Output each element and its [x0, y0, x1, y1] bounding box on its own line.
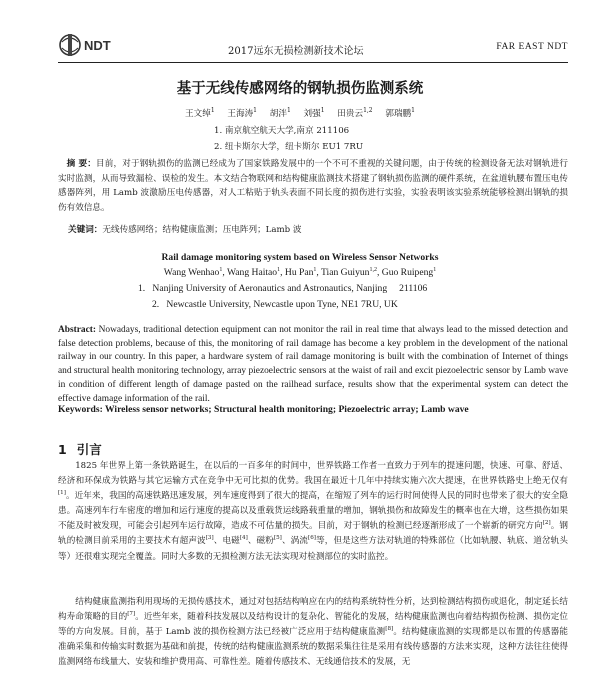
citation: [5] — [273, 535, 282, 542]
conference-brand: FAR EAST NDT — [496, 42, 568, 52]
section-title: 引言 — [76, 442, 102, 457]
abstract-en — [58, 324, 568, 406]
abstract-cn — [58, 157, 568, 216]
citation: [6] — [308, 535, 316, 542]
author-cn: 田贵云$^{1,2}$ — [337, 107, 373, 119]
citation: [7] — [127, 611, 136, 618]
keywords-cn-label: 关键词： — [68, 225, 103, 235]
author-en: Wang Wenhao$^1$, — [163, 266, 227, 278]
keywords-en-text: Wireless sensor networks; Structural health monitoring; Piezoelectric array; Lamb wave — [105, 404, 469, 415]
citation: [3] — [205, 535, 214, 542]
keywords-en-label: Keywords: — [58, 404, 103, 415]
section-heading — [58, 440, 102, 458]
abstract-cn-label: 摘 要： — [66, 159, 96, 169]
authors-cn — [0, 107, 600, 119]
abstract-cn-text: 目前，对于钢轨损伤的监测已经成为了国家铁路发展中的一个不可不重视的关键问题，由于传统的检测设备无法对钢轨进行实时监测，从而导致漏检、误检的发生。本文结合物联网和结构健康监测技术搭建了钢轨损伤监测的硬件系统，在盆道轨腰布置压电传感器阵列，用 Lamb 波激励压电传感器，对人工粘贴于轨头表面不同长度的损伤进行实验，实验表明该实验系统能够检测出钢轨的损伤有效信息。 — [58, 159, 568, 214]
citation: [4] — [239, 535, 248, 542]
author-cn: 胡泮$^1$ — [269, 107, 291, 119]
citation: [2] — [542, 520, 551, 527]
author-en: Guo Ruipeng$^1$ — [381, 266, 437, 278]
affiliation-cn-1: 1. 南京航空航天大学,南京 211106 — [214, 126, 350, 136]
conference-name: 2017远东无损检测新技术论坛 — [228, 46, 364, 57]
section-number: 1 — [58, 442, 67, 457]
paper-title-cn: 基于无线传感网络的钢轨损伤监测系统 — [176, 81, 424, 97]
author-cn: 王海涛$^1$ — [227, 107, 257, 119]
far-east-ndt-logo — [58, 30, 138, 60]
keywords-en — [58, 404, 578, 415]
keywords-cn — [68, 223, 301, 235]
citation: [8] — [385, 626, 394, 633]
page-header — [58, 30, 568, 66]
author-cn: 郭瑞鹏$^1$ — [385, 107, 415, 119]
paper-title-en: Rail damage monitoring system based on Wireless Sensor Networks — [161, 252, 439, 263]
author-en: Tian Guiyun$^{1,2}$, — [321, 266, 382, 278]
intro-paragraph-2: 结构健康监测指利用现场的无损传感技术，通过对包括结构响应在内的结构系统特性分析，达到检测结构损伤或退化，制定延长结构寿命策略的目的[7]。近些年来，随着科技发展以及结构设计的复杂化、智能化的发展，结构健康监测也向着结构损伤检测、损伤定位等的方向发展。目前，基于 Lamb 波的损伤检测方法已经被广泛应用于结构健康监测[8]。结构健康监测的实现都是以布置的传感器能准确采集和传输实时数据为基础和前提，传统的结构健康监测系统的数据采集往往是采用有线传感器的方法来实现，这种方法往往使得监测网络布线量大、安装和维护费用高、可靠性差。随着传感技术、无线通信技术的发展，无 — [58, 597, 568, 668]
header-divider — [58, 62, 568, 63]
author-cn: 刘强$^1$ — [303, 107, 325, 119]
keywords-cn-text: 无线传感网络；结构健康监测；压电阵列；Lamb 波 — [102, 225, 302, 235]
affiliation-cn-2: 2. 纽卡斯尔大学，纽卡斯尔 EU1 7RU — [214, 142, 364, 152]
logo-text: NDT — [84, 38, 111, 53]
abstract-en-label: Abstract: — [58, 325, 97, 335]
author-en: Hu Pan$^1$, — [284, 266, 322, 278]
author-cn: 王文绰$^1$ — [185, 107, 215, 119]
intro-paragraph-1: 1825 年世界上第一条铁路诞生，在以后的一百多年的时间中，世界铁路工作者一直致力于列车的提速问题，快速、可靠、舒适、经济和环保成为铁路与其它运输方式在竞争中无可比拟的优势。我国在最近十几年中持续实施六次大提速，在世界铁路史上绝无仅有[1]。近年来，我国的高速铁路迅速发展，列车速度得到了很大的提高，在缩短了列车的运行时间使得人民的同时也带来了很大的安全隐患。高速列车行车密度的增加和运行速度的提高以及重载货运线路载重量的增加，钢轨损伤和故障发生的概率也在大增，这些损伤如果不能及时被发现，可能会引起列车运行故障，造成不可估量的损失。目前，对于钢轨的检测已经逐渐形成了一个崭新的研究方向[2]。钢轨的检测目前采用的主要技术有超声波[3]、电磁[4]、磁粉[5]、涡流[6]等，但是这些方法对轨道的特殊部位（比如轨腰、轨底、道岔轨头等）还很难实现完全覆盖。同时大多数的无损检测方法无法实现对检测部位的实时监控。 — [58, 461, 568, 562]
citation: [1] — [58, 490, 66, 497]
authors-en — [0, 267, 600, 278]
affiliation-en-2: 2. Newcastle University, Newcastle upon Tyne, NE1 7RU, UK — [152, 299, 398, 310]
affiliation-en-1: 1. Nanjing University of Aeronautics and Astronautics, Nanjing 211106 — [138, 283, 428, 294]
author-en: Wang Haitao$^1$, — [226, 266, 285, 278]
abstract-en-text: Nowadays, traditional detection equipment can not monitor the rail in real time that always lead to the missed detection and false detection problems, because of this, the monitoring of rail damage has become a key problem in the development of the national railway in our country. In this paper, a hardware system of rail damage monitoring is built with the combination of Internet of things and structural health monitoring technology, array piezoelectric sensors at the waist of rail and excit piezoelectric sensor by Lamb wave in condition of different length of damage pasted on the railhead surface, results show that the experimental system can detect the effective damage information of the rail. — [58, 325, 568, 404]
